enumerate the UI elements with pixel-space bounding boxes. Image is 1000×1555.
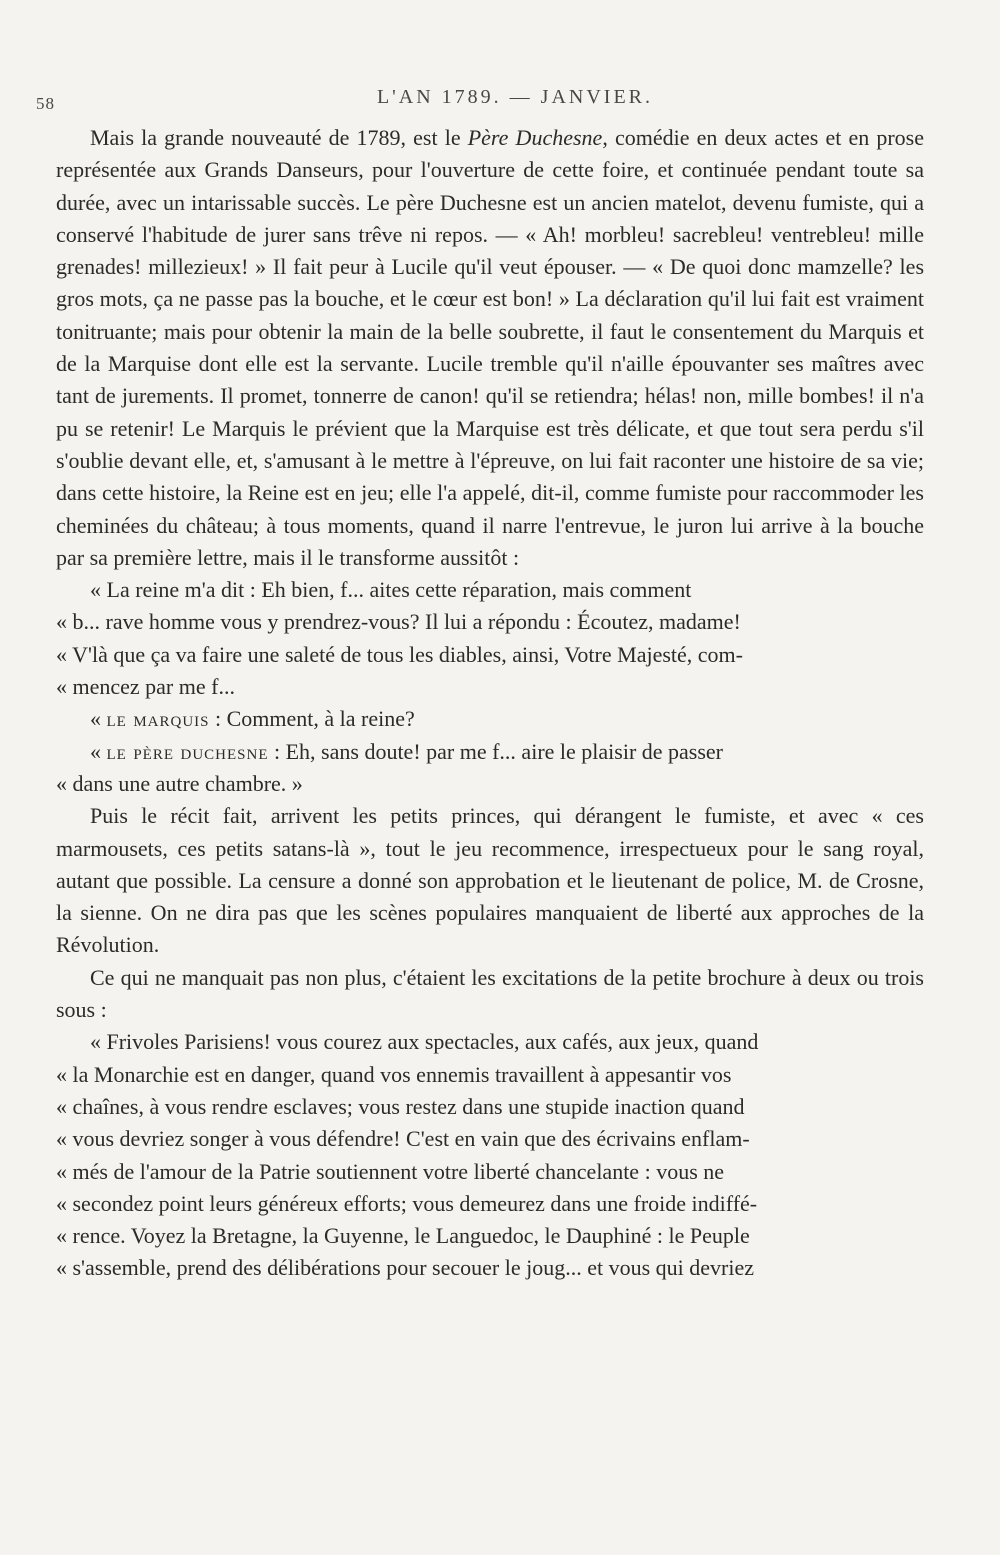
paragraph-2: Puis le récit fait, arrivent les petits princes, qui dérangent le fumiste, et avec « ces marmousets, ces petits satans-là », tout le jeu recommence, irrespectueux pour le sang royal, autant que possible. La censure a donné son approbation et le lieutenant de police, M. de Crosne, la sienne. On ne dira pas que les scènes populaires manquaient de liberté aux approches de la Révolution.	[56, 803, 924, 958]
quote-line: « V'là que ça va faire une saleté de tous les diables, ainsi, Votre Majesté, com-	[56, 641, 743, 667]
quote-line: « la Monarchie est en danger, quand vos ennemis travaillent à appesantir vos	[56, 1061, 732, 1087]
quote-line: « chaînes, à vous rendre esclaves; vous restez dans une stupide inaction quand	[56, 1093, 745, 1119]
dialogue-line: « le père duchesne : Eh, sans doute! par me f... aire le plaisir de passer	[90, 738, 724, 764]
body-text	[56, 122, 924, 1285]
quote-line: « secondez point leurs généreux efforts; vous demeurez dans une froide indiffé-	[56, 1190, 758, 1216]
quote-line: « mencez par me f...	[56, 674, 235, 700]
quote-line: « La reine m'a dit : Eh bien, f... aites cette réparation, mais comment	[90, 577, 692, 603]
speaker-name: le marquis	[106, 706, 210, 732]
quote-line: « vous devriez songer à vous défendre! C'est en vain que des écrivains enflam-	[56, 1126, 750, 1152]
running-head: L'AN 1789. — JANVIER.	[376, 86, 654, 108]
quote-line: « s'assemble, prend des délibérations pour secouer le joug... et vous qui devriez	[56, 1255, 754, 1281]
quote-line: « rence. Voyez la Bretagne, la Guyenne, le Languedoc, le Dauphiné : le Peuple	[56, 1223, 750, 1249]
quote-line: « més de l'amour de la Patrie soutiennent votre liberté chancelante : vous ne	[56, 1158, 725, 1184]
quote-line: « b... rave homme vous y prendrez-vous? Il lui a répondu : Écoutez, madame!	[56, 609, 741, 635]
dialogue-line: « le marquis : Comment, à la reine?	[90, 706, 415, 732]
quote-line: « dans une autre chambre. »	[56, 770, 303, 796]
speaker-name: le père duchesne	[106, 738, 269, 764]
paragraph-3: Ce qui ne manquait pas non plus, c'étaient les excitations de la petite brochure à deux ou trois sous :	[56, 964, 924, 1023]
quote-line: « Frivoles Parisiens! vous courez aux spectacles, aux cafés, aux jeux, quand	[90, 1029, 759, 1055]
play-title: Père Duchesne	[467, 125, 603, 150]
paragraph-1: Mais la grande nouveauté de 1789, est le Père Duchesne, comédie en deux actes et en prose représentée aux Grands Danseurs, pour l'ouverture de cette foire, et continuée pendant toute sa durée, avec un intarissable succès. Le père Duchesne est un ancien matelot, devenu fumiste, qui a conservé l'habitude de jurer sans trêve ni repos. — « Ah! morbleu! sacrebleu! ventrebleu! mille grenades! millezieux! » Il fait peur à Lucile qu'il veut épouser. — « De quoi donc mamzelle? les gros mots, ça ne passe pas la bouche, et le cœur est bon! » La déclaration qu'il lui fait est vraiment tonitruante; mais pour obtenir la main de la belle soubrette, il faut le consentement du Marquis et de la Marquise dont elle est la servante. Lucile tremble qu'il n'aille épouvanter ses maîtres avec tant de jurements. Il promet, tonnerre de canon! qu'il se retiendra; hélas! non, mille bombes! il n'a pu se retenir! Le Marquis le prévient que la Marquise est très délicate, et que tout sera perdu s'il s'oublie devant elle, et, s'amusant à le mettre à l'épreuve, on lui fait raconter une histoire de sa vie; dans cette histoire, la Reine est en jeu; elle l'a appelé, dit-il, comme fumiste pour raccommoder les cheminées du château; à tous moments, quand il narre l'entrevue, le juron lui arrive à la bouche par sa première lettre, mais il le transforme aussitôt :	[56, 125, 924, 570]
page-number: 58	[36, 94, 55, 113]
